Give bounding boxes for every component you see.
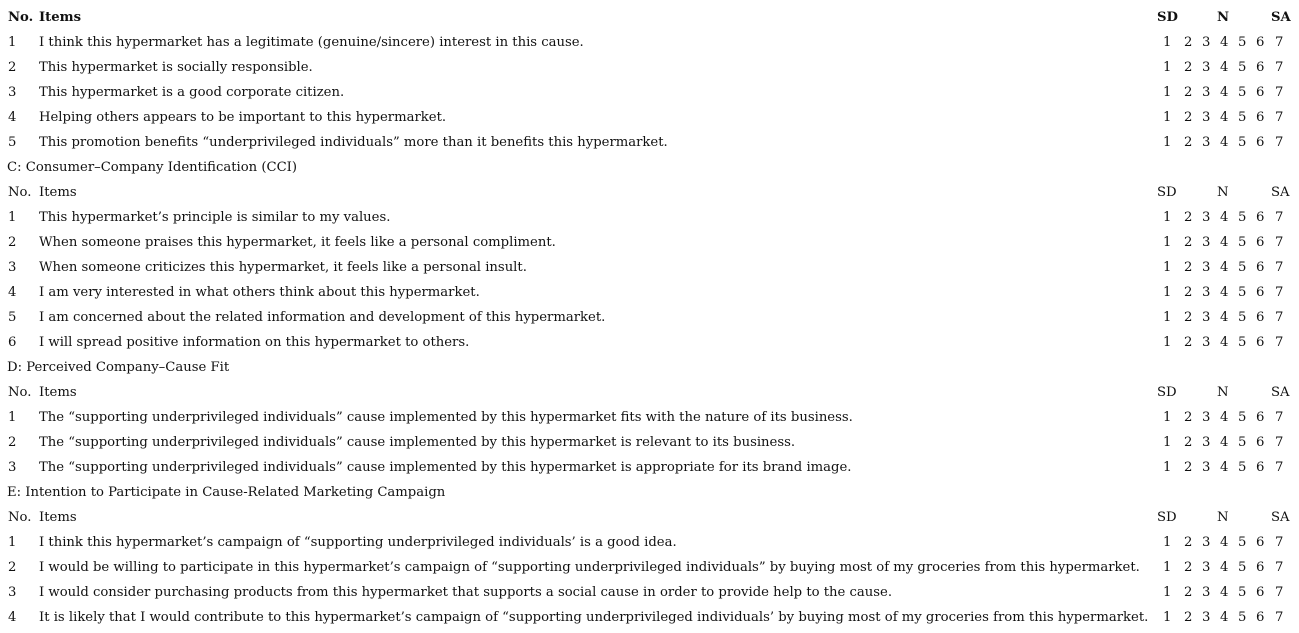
scale-point-3: 3: [1202, 210, 1211, 225]
item-row: [0, 330, 1299, 355]
scale-point-6: 6: [1256, 210, 1265, 225]
header-row: [0, 180, 1299, 205]
scale-header: [1157, 5, 1297, 30]
item-row: [0, 80, 1299, 105]
scale-point-2: 2: [1184, 35, 1193, 50]
item-row: [0, 555, 1299, 580]
scale-point-6: 6: [1256, 110, 1265, 125]
scale-point-4: 4: [1220, 110, 1229, 125]
scale-point-6: 6: [1256, 235, 1265, 250]
scale-point-2: 2: [1184, 85, 1193, 100]
scale-point-6: 6: [1256, 460, 1265, 475]
item-row: [0, 130, 1299, 155]
no-header: No.: [8, 10, 34, 25]
scale-point-4: 4: [1220, 335, 1229, 350]
scale-header: [1157, 180, 1297, 205]
scale-point-2: 2: [1184, 585, 1193, 600]
likert-scale: [1157, 330, 1297, 355]
no-header: No.: [8, 385, 32, 400]
scale-point-2: 2: [1184, 235, 1193, 250]
items-header: Items: [39, 510, 77, 525]
item-number: 3: [8, 85, 17, 100]
item-number: 2: [8, 435, 17, 450]
scale-point-2: 2: [1184, 460, 1193, 475]
scale-point-7: 7: [1275, 585, 1284, 600]
scale-point-7: 7: [1275, 335, 1284, 350]
scale-point-5: 5: [1238, 435, 1247, 450]
item-number: 5: [8, 135, 17, 150]
scale-point-4: 4: [1220, 60, 1229, 75]
scale-point-7: 7: [1275, 235, 1284, 250]
scale-point-3: 3: [1202, 535, 1211, 550]
scale-point-1: 1: [1163, 310, 1172, 325]
scale-label-n: N: [1217, 10, 1230, 25]
item-row: [0, 605, 1299, 630]
likert-scale: [1157, 530, 1297, 555]
item-text: This hypermarket’s principle is similar to my values.: [39, 210, 391, 225]
likert-scale: [1157, 230, 1297, 255]
scale-point-7: 7: [1275, 410, 1284, 425]
item-number: 1: [8, 410, 17, 425]
scale-point-6: 6: [1256, 135, 1265, 150]
likert-scale: [1157, 455, 1297, 480]
scale-point-3: 3: [1202, 235, 1211, 250]
scale-point-4: 4: [1220, 235, 1229, 250]
scale-point-2: 2: [1184, 560, 1193, 575]
item-number: 1: [8, 210, 17, 225]
scale-point-3: 3: [1202, 435, 1211, 450]
scale-point-7: 7: [1275, 35, 1284, 50]
item-number: 2: [8, 235, 17, 250]
scale-point-4: 4: [1220, 610, 1229, 625]
scale-point-2: 2: [1184, 260, 1193, 275]
scale-point-3: 3: [1202, 610, 1211, 625]
scale-point-1: 1: [1163, 410, 1172, 425]
scale-point-4: 4: [1220, 435, 1229, 450]
scale-point-1: 1: [1163, 35, 1172, 50]
scale-point-2: 2: [1184, 535, 1193, 550]
item-number: 4: [8, 610, 17, 625]
item-number: 3: [8, 260, 17, 275]
item-text: When someone criticizes this hypermarket, it feels like a personal insult.: [39, 260, 527, 275]
item-row: [0, 530, 1299, 555]
header-row: [0, 505, 1299, 530]
scale-point-6: 6: [1256, 85, 1265, 100]
scale-point-4: 4: [1220, 210, 1229, 225]
scale-label-sd: SD: [1157, 510, 1177, 525]
scale-point-4: 4: [1220, 260, 1229, 275]
likert-scale: [1157, 430, 1297, 455]
scale-point-7: 7: [1275, 60, 1284, 75]
scale-label-sd: SD: [1157, 185, 1177, 200]
likert-scale: [1157, 405, 1297, 430]
scale-point-5: 5: [1238, 260, 1247, 275]
item-text: The “supporting underprivileged individuals” cause implemented by this hypermarket is relevant to its business.: [39, 435, 796, 450]
likert-scale: [1157, 80, 1297, 105]
scale-point-5: 5: [1238, 85, 1247, 100]
scale-point-3: 3: [1202, 335, 1211, 350]
scale-point-3: 3: [1202, 410, 1211, 425]
scale-label-sa: SA: [1271, 385, 1290, 400]
likert-scale: [1157, 105, 1297, 130]
item-text: I am very interested in what others think about this hypermarket.: [39, 285, 480, 300]
item-number: 4: [8, 285, 17, 300]
scale-point-6: 6: [1256, 610, 1265, 625]
scale-point-1: 1: [1163, 210, 1172, 225]
scale-point-7: 7: [1275, 210, 1284, 225]
scale-point-4: 4: [1220, 135, 1229, 150]
item-number: 1: [8, 535, 17, 550]
scale-point-3: 3: [1202, 560, 1211, 575]
scale-point-5: 5: [1238, 60, 1247, 75]
item-text: I think this hypermarket has a legitimate (genuine/sincere) interest in this cause.: [39, 35, 584, 50]
scale-point-5: 5: [1238, 310, 1247, 325]
scale-point-7: 7: [1275, 310, 1284, 325]
items-header: Items: [39, 185, 77, 200]
no-header: No.: [8, 185, 32, 200]
scale-point-2: 2: [1184, 135, 1193, 150]
scale-point-2: 2: [1184, 310, 1193, 325]
likert-scale: [1157, 580, 1297, 605]
scale-label-sd: SD: [1157, 385, 1177, 400]
scale-point-1: 1: [1163, 135, 1172, 150]
item-text: I would be willing to participate in this hypermarket’s campaign of “supporting underprivileged individuals” by buying most of my groceries from this hypermarket.: [39, 560, 1140, 575]
scale-point-6: 6: [1256, 335, 1265, 350]
header-row: [0, 380, 1299, 405]
scale-point-1: 1: [1163, 460, 1172, 475]
scale-point-5: 5: [1238, 285, 1247, 300]
scale-point-2: 2: [1184, 60, 1193, 75]
item-text: Helping others appears to be important to this hypermarket.: [39, 110, 447, 125]
scale-point-4: 4: [1220, 35, 1229, 50]
item-text: This hypermarket is socially responsible.: [39, 60, 313, 75]
scale-point-5: 5: [1238, 35, 1247, 50]
item-text: I would consider purchasing products from this hypermarket that supports a social cause in order to provide help to the cause.: [39, 585, 893, 600]
item-number: 5: [8, 310, 17, 325]
item-number: 1: [8, 35, 17, 50]
scale-point-6: 6: [1256, 310, 1265, 325]
scale-point-4: 4: [1220, 85, 1229, 100]
scale-point-2: 2: [1184, 335, 1193, 350]
item-row: [0, 280, 1299, 305]
questionnaire-table: [0, 5, 1299, 630]
scale-point-1: 1: [1163, 610, 1172, 625]
item-row: [0, 230, 1299, 255]
section-title-d: D: Perceived Company–Cause Fit: [7, 360, 230, 375]
scale-point-6: 6: [1256, 285, 1265, 300]
scale-header: [1157, 505, 1297, 530]
item-row: [0, 105, 1299, 130]
scale-point-2: 2: [1184, 435, 1193, 450]
scale-point-1: 1: [1163, 335, 1172, 350]
scale-point-6: 6: [1256, 535, 1265, 550]
item-text: The “supporting underprivileged individuals” cause implemented by this hypermarket is appropriate for its brand image.: [39, 460, 852, 475]
scale-point-4: 4: [1220, 310, 1229, 325]
scale-point-6: 6: [1256, 560, 1265, 575]
item-row: [0, 305, 1299, 330]
item-row: [0, 55, 1299, 80]
scale-point-6: 6: [1256, 60, 1265, 75]
scale-label-sa: SA: [1271, 510, 1290, 525]
item-number: 6: [8, 335, 17, 350]
scale-point-6: 6: [1256, 35, 1265, 50]
scale-point-5: 5: [1238, 210, 1247, 225]
scale-point-6: 6: [1256, 410, 1265, 425]
no-header: No.: [8, 510, 32, 525]
item-row: [0, 430, 1299, 455]
scale-point-2: 2: [1184, 410, 1193, 425]
section-title-row: [0, 355, 1299, 380]
scale-point-3: 3: [1202, 460, 1211, 475]
scale-point-7: 7: [1275, 535, 1284, 550]
likert-scale: [1157, 55, 1297, 80]
scale-point-6: 6: [1256, 585, 1265, 600]
scale-point-4: 4: [1220, 535, 1229, 550]
likert-scale: [1157, 130, 1297, 155]
scale-point-7: 7: [1275, 435, 1284, 450]
likert-scale: [1157, 30, 1297, 55]
scale-point-5: 5: [1238, 460, 1247, 475]
scale-point-7: 7: [1275, 285, 1284, 300]
item-number: 4: [8, 110, 17, 125]
item-row: [0, 205, 1299, 230]
scale-point-3: 3: [1202, 60, 1211, 75]
items-header: Items: [39, 385, 77, 400]
header-row: [0, 5, 1299, 30]
likert-scale: [1157, 255, 1297, 280]
likert-scale: [1157, 205, 1297, 230]
scale-point-5: 5: [1238, 235, 1247, 250]
scale-point-1: 1: [1163, 235, 1172, 250]
item-number: 2: [8, 560, 17, 575]
scale-label-n: N: [1217, 185, 1229, 200]
scale-label-n: N: [1217, 385, 1229, 400]
item-text: When someone praises this hypermarket, it feels like a personal compliment.: [39, 235, 556, 250]
scale-point-3: 3: [1202, 85, 1211, 100]
scale-label-n: N: [1217, 510, 1229, 525]
item-row: [0, 255, 1299, 280]
scale-point-7: 7: [1275, 560, 1284, 575]
scale-point-1: 1: [1163, 585, 1172, 600]
scale-point-3: 3: [1202, 310, 1211, 325]
scale-point-1: 1: [1163, 535, 1172, 550]
item-text: I think this hypermarket’s campaign of “supporting underprivileged individuals’ is a good idea.: [39, 535, 677, 550]
scale-point-5: 5: [1238, 135, 1247, 150]
scale-point-2: 2: [1184, 610, 1193, 625]
section-title-e: E: Intention to Participate in Cause-Related Marketing Campaign: [7, 485, 446, 500]
scale-point-1: 1: [1163, 110, 1172, 125]
scale-point-2: 2: [1184, 110, 1193, 125]
item-text: The “supporting underprivileged individuals” cause implemented by this hypermarket fits with the nature of its business.: [39, 410, 853, 425]
scale-point-7: 7: [1275, 610, 1284, 625]
item-number: 3: [8, 460, 17, 475]
item-text: This promotion benefits “underprivileged individuals” more than it benefits this hypermarket.: [39, 135, 668, 150]
item-text: This hypermarket is a good corporate citizen.: [39, 85, 345, 100]
scale-point-5: 5: [1238, 335, 1247, 350]
scale-point-3: 3: [1202, 110, 1211, 125]
item-text: It is likely that I would contribute to this hypermarket’s campaign of “supporting underprivileged individuals’ by buying most of my groceries from this hypermarket.: [39, 610, 1149, 625]
scale-point-7: 7: [1275, 85, 1284, 100]
scale-point-5: 5: [1238, 585, 1247, 600]
item-row: [0, 30, 1299, 55]
section-title-c: C: Consumer–Company Identification (CCI): [7, 160, 298, 175]
scale-point-1: 1: [1163, 285, 1172, 300]
section-title-row: [0, 480, 1299, 505]
scale-point-1: 1: [1163, 560, 1172, 575]
item-text: I will spread positive information on this hypermarket to others.: [39, 335, 470, 350]
scale-header: [1157, 380, 1297, 405]
likert-scale: [1157, 605, 1297, 630]
scale-point-2: 2: [1184, 285, 1193, 300]
item-row: [0, 405, 1299, 430]
items-header: Items: [39, 10, 82, 25]
scale-point-4: 4: [1220, 285, 1229, 300]
scale-point-1: 1: [1163, 60, 1172, 75]
item-row: [0, 455, 1299, 480]
scale-point-7: 7: [1275, 460, 1284, 475]
likert-scale: [1157, 280, 1297, 305]
scale-point-6: 6: [1256, 260, 1265, 275]
scale-point-4: 4: [1220, 560, 1229, 575]
item-number: 2: [8, 60, 17, 75]
scale-point-4: 4: [1220, 585, 1229, 600]
scale-point-7: 7: [1275, 260, 1284, 275]
scale-point-5: 5: [1238, 110, 1247, 125]
scale-point-5: 5: [1238, 610, 1247, 625]
scale-point-3: 3: [1202, 285, 1211, 300]
scale-label-sd: SD: [1157, 10, 1178, 25]
scale-point-1: 1: [1163, 435, 1172, 450]
scale-point-3: 3: [1202, 585, 1211, 600]
scale-point-4: 4: [1220, 460, 1229, 475]
item-row: [0, 580, 1299, 605]
scale-point-2: 2: [1184, 210, 1193, 225]
scale-point-5: 5: [1238, 410, 1247, 425]
scale-point-3: 3: [1202, 35, 1211, 50]
section-title-row: [0, 155, 1299, 180]
scale-point-5: 5: [1238, 560, 1247, 575]
scale-point-3: 3: [1202, 135, 1211, 150]
item-number: 3: [8, 585, 17, 600]
item-text: I am concerned about the related information and development of this hypermarket.: [39, 310, 606, 325]
likert-scale: [1157, 555, 1297, 580]
scale-point-1: 1: [1163, 260, 1172, 275]
scale-label-sa: SA: [1271, 10, 1291, 25]
likert-scale: [1157, 305, 1297, 330]
scale-label-sa: SA: [1271, 185, 1290, 200]
scale-point-3: 3: [1202, 260, 1211, 275]
scale-point-7: 7: [1275, 135, 1284, 150]
scale-point-4: 4: [1220, 410, 1229, 425]
scale-point-1: 1: [1163, 85, 1172, 100]
scale-point-7: 7: [1275, 110, 1284, 125]
scale-point-6: 6: [1256, 435, 1265, 450]
scale-point-5: 5: [1238, 535, 1247, 550]
